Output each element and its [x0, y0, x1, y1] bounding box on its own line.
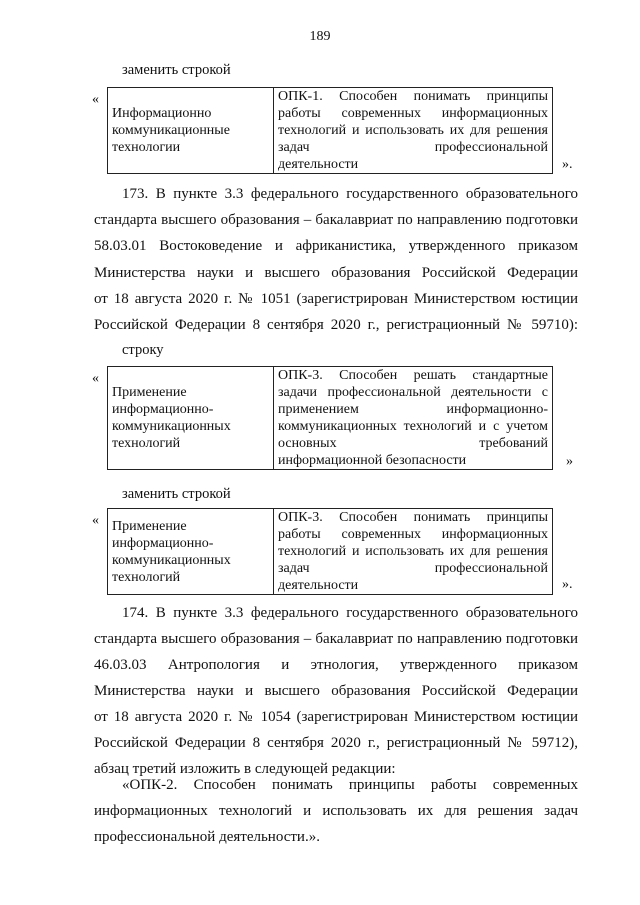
row-label: строку	[122, 342, 164, 358]
table-2	[107, 366, 553, 470]
open-quote-2: «	[92, 371, 99, 386]
close-quote-1: ».	[562, 157, 573, 172]
cell-text-tail: деятельности	[278, 157, 359, 172]
cell-line: Информационно	[112, 106, 212, 121]
cell-line: Применение	[112, 385, 187, 400]
text-line: Российской Федерации 8 сентября 2020 г., регистрационный № 59710):	[94, 317, 578, 333]
replace-label-1: заменить строкой	[122, 62, 231, 78]
table-3	[107, 508, 553, 595]
text-line: стандарта высшего образования – бакалавриат по направлению подготовки	[94, 212, 578, 228]
text-line: 174. В пункте 3.3 федерального государственного образовательного	[122, 605, 578, 621]
text-line: абзац третий изложить в следующей редакции:	[94, 761, 396, 777]
cell-text: ОПК-1. Способен понимать принципы работы современных информационных технологий и использовать их для решения задач профессиональной	[278, 89, 548, 155]
table-2-right-cell	[274, 367, 553, 470]
open-quote-1: «	[92, 92, 99, 107]
text-line: 58.03.01 Востоковедение и африканистика, утвержденного приказом	[94, 238, 578, 254]
cell-line: технологий	[112, 569, 181, 585]
text-line: профессиональной деятельности.».	[94, 829, 320, 845]
cell-line: информационно-	[112, 535, 214, 551]
close-quote-2: »	[566, 454, 573, 469]
text-line: Российской Федерации 8 сентября 2020 г., регистрационный № 59712),	[94, 735, 578, 751]
cell-line: коммуникационные	[112, 123, 230, 138]
table-1	[107, 87, 553, 174]
text-line: 46.03.03 Антропология и этнология, утвержденного приказом	[94, 657, 578, 673]
cell-line: технологий	[112, 436, 181, 451]
cell-text: ОПК-3. Способен понимать принципы работы современных информационных технологий и использовать их для решения задач профессиональной	[278, 510, 548, 576]
cell-text-tail: информационной безопасности	[278, 453, 467, 468]
open-quote-3: «	[92, 513, 99, 528]
cell-line: Применение	[112, 518, 187, 534]
cell-line: информационно-	[112, 402, 214, 417]
text-line: от 18 августа 2020 г. № 1054 (зарегистрирован Министерством юстиции	[94, 709, 578, 725]
cell-text: ОПК-3. Способен решать стандартные задачи профессиональной деятельности с применением информационно-коммуникационных технологий и с учетом основных требований	[278, 368, 548, 451]
cell-line: технологии	[112, 140, 181, 155]
text-line: «ОПК-2. Способен понимать принципы работы современных	[122, 777, 578, 793]
table-3-right-cell	[274, 509, 553, 595]
text-line: 173. В пункте 3.3 федерального государственного образовательного	[122, 186, 578, 202]
text-line: от 18 августа 2020 г. № 1051 (зарегистрирован Министерством юстиции	[94, 291, 578, 307]
text-line: информационных технологий и использовать их для решения задач	[94, 803, 578, 819]
cell-line: коммуникационных	[112, 552, 231, 568]
cell-line: коммуникационных	[112, 419, 231, 434]
table-1-left-cell	[108, 88, 274, 174]
cell-text-tail: деятельности	[278, 578, 359, 593]
table-3-left-cell	[108, 509, 274, 595]
table-1-right-cell	[274, 88, 553, 174]
close-quote-3: ».	[562, 577, 573, 592]
text-line: стандарта высшего образования – бакалавриат по направлению подготовки	[94, 631, 578, 647]
replace-label-2: заменить строкой	[122, 486, 231, 502]
text-line: Министерства науки и высшего образования Российской Федерации	[94, 265, 578, 281]
page-number: 189	[309, 29, 331, 44]
text-line: Министерства науки и высшего образования Российской Федерации	[94, 683, 578, 699]
table-2-left-cell	[108, 367, 274, 470]
